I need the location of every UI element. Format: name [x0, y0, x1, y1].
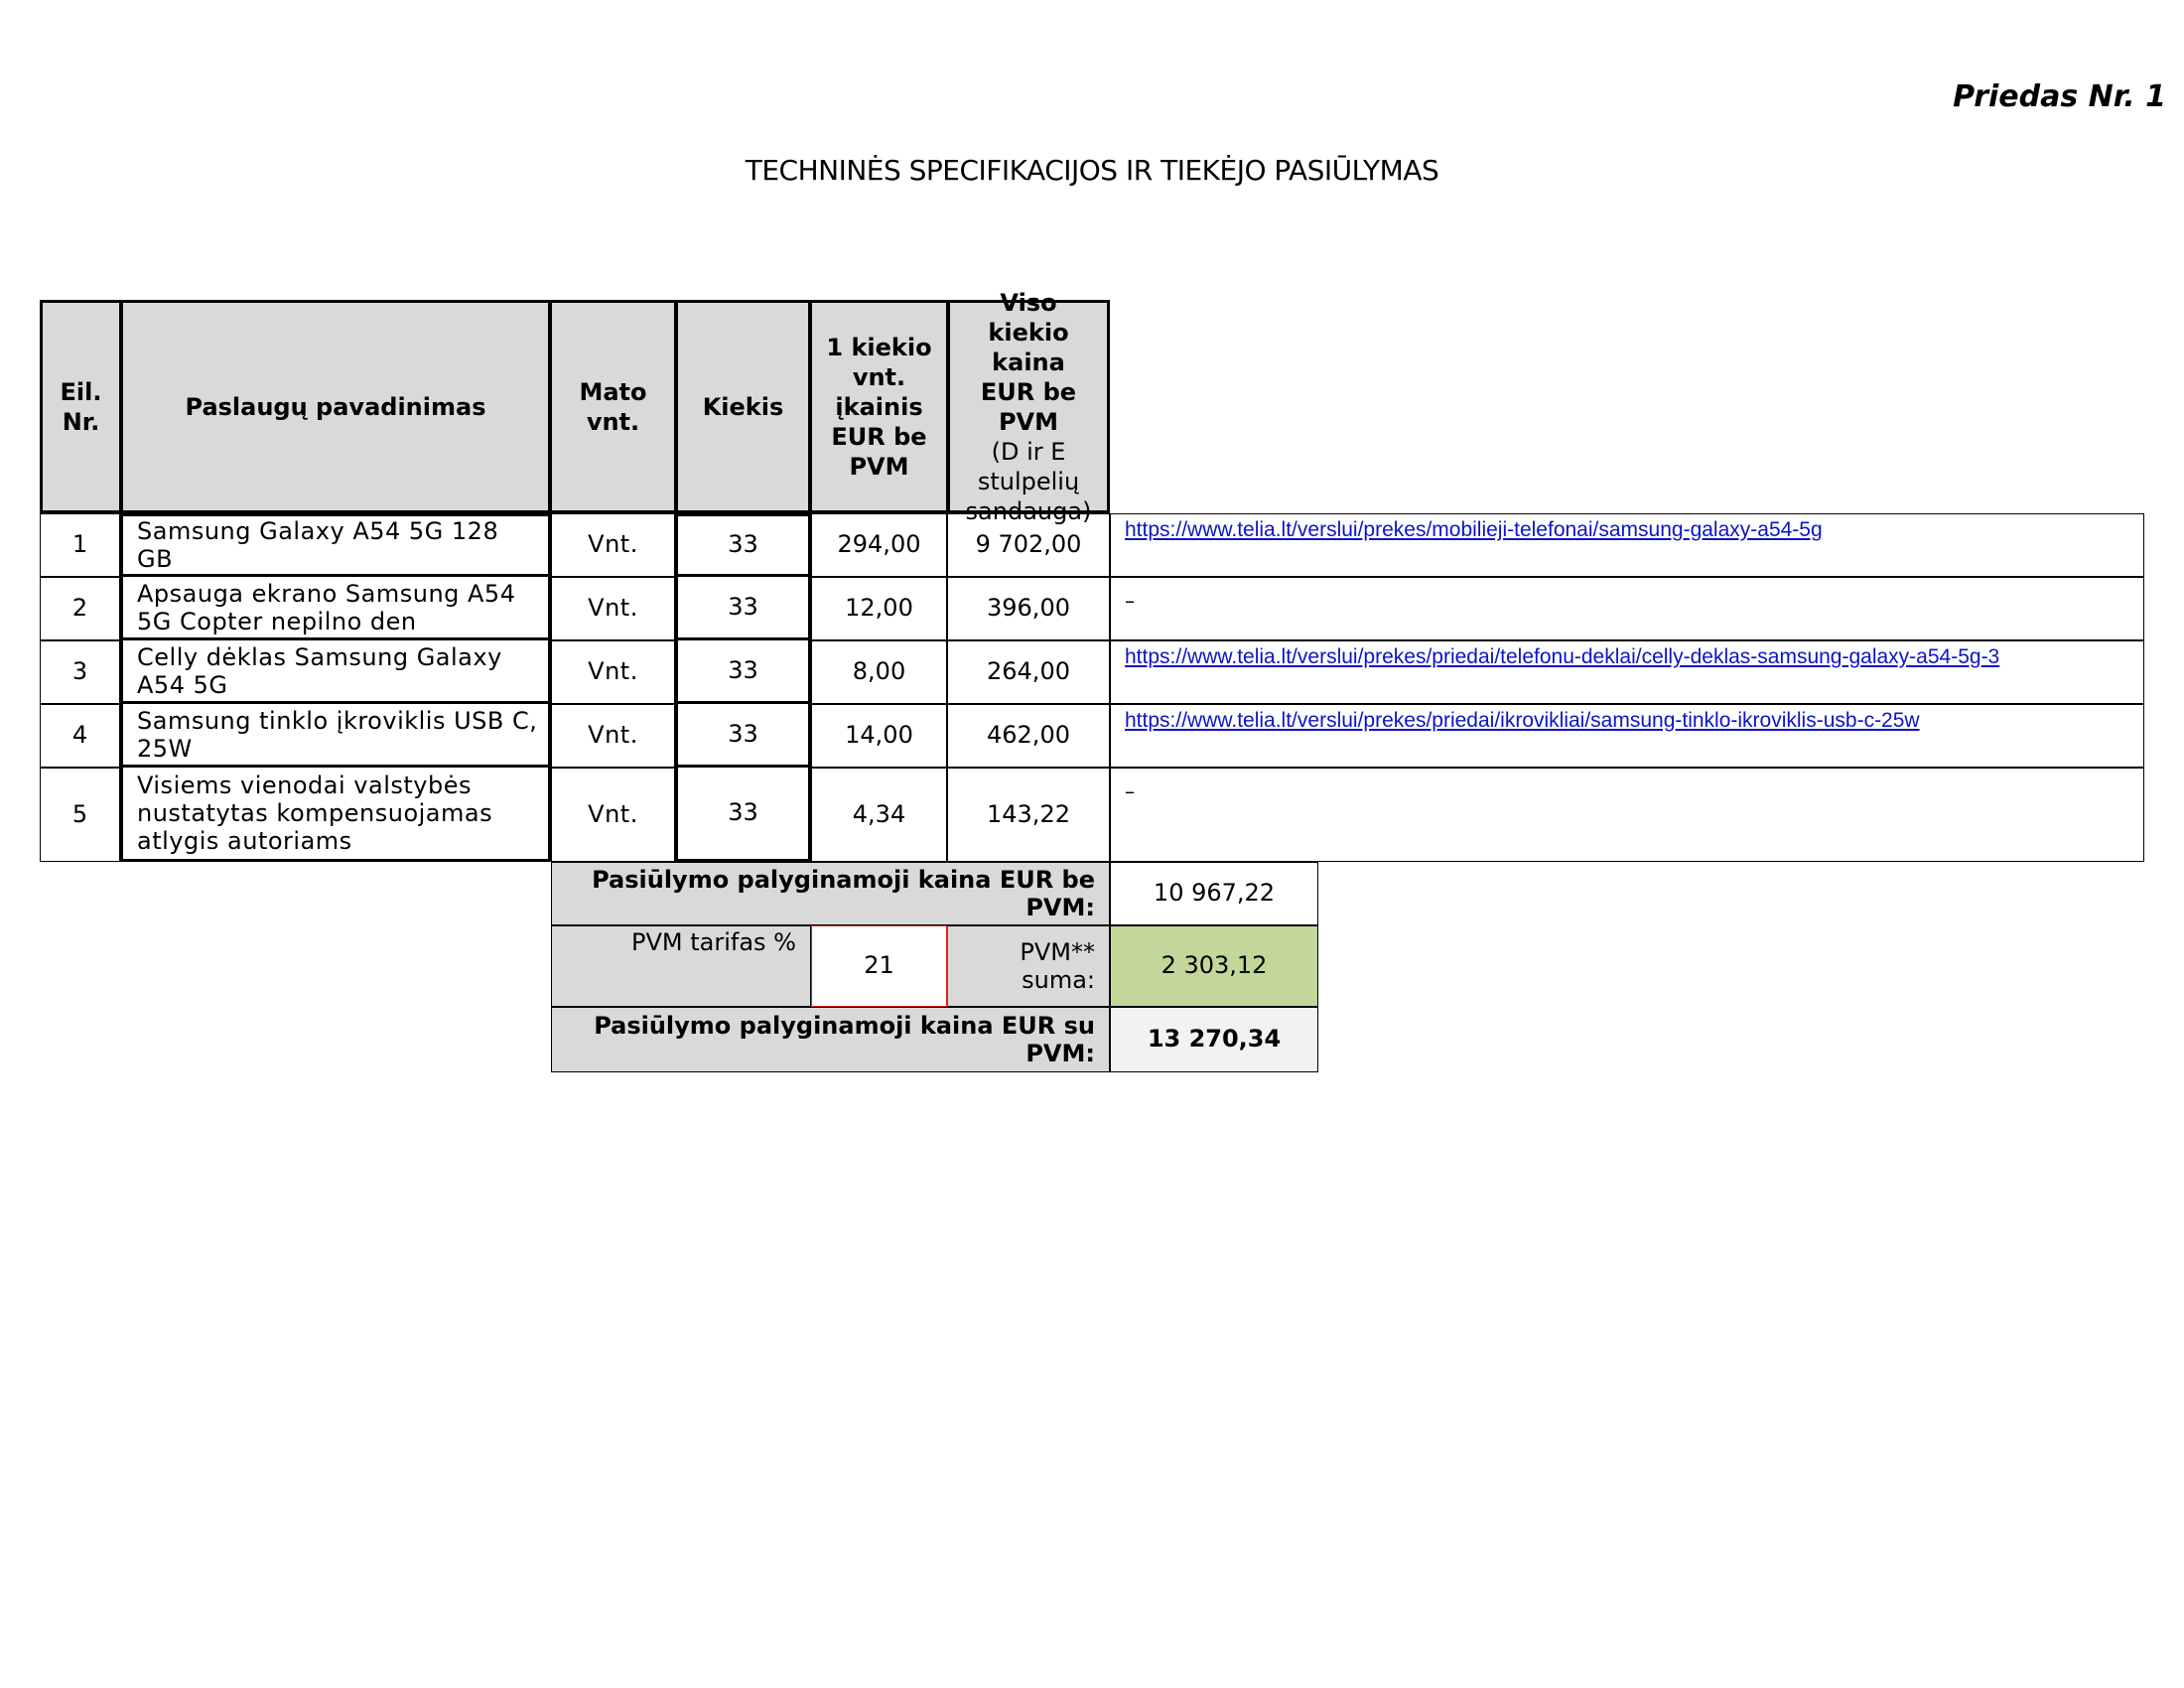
product-link[interactable]: https://www.telia.lt/verslui/prekes/mobilieji-telefonai/samsung-galaxy-a54-5g [1125, 518, 1823, 541]
vat-rate-value-cell [811, 925, 947, 1007]
header-quantity-label: Kiekis [702, 392, 784, 421]
table-cell-product-link [1110, 768, 2144, 862]
table-cell-unit-price [811, 513, 947, 577]
quantity-text: 33 [728, 530, 758, 559]
table-cell-quantity [675, 513, 811, 577]
table-cell-unit [551, 577, 675, 640]
service-name-text: Samsung tinklo įkroviklis USB C, 25W [137, 706, 538, 763]
table-cell-row-number [40, 577, 120, 640]
total-price-text: 462,00 [987, 721, 1070, 750]
row-number-text: 1 [71, 530, 88, 559]
vat-sum-label-cell [947, 925, 1110, 1007]
unit-text: Vnt. [588, 530, 638, 559]
header-unit [551, 300, 675, 513]
unit-text: Vnt. [588, 799, 638, 828]
quantity-text: 33 [728, 592, 758, 621]
unit-price-text: 12,00 [845, 594, 913, 623]
row-number-text: 5 [71, 799, 88, 828]
product-link-text: – [1125, 589, 1135, 613]
header-row-no-label: Eil. Nr. [60, 377, 102, 436]
table-cell-unit-price [811, 704, 947, 768]
total-price-text: 264,00 [987, 657, 1070, 686]
header-service-name-label: Paslaugų pavadinimas [185, 392, 486, 421]
product-link[interactable]: https://www.telia.lt/verslui/prekes/priedai/ikrovikliai/samsung-tinklo-ikroviklis-usb-c-25w [1125, 709, 1920, 732]
table-cell-unit [551, 513, 675, 577]
table-cell-quantity [675, 577, 811, 640]
header-unit-price-label: 1 kiekio vnt. įkainis EUR be PVM [826, 333, 932, 481]
header-total-note: (D ir E stulpelių sandauga) [965, 437, 1092, 525]
table-cell-product-link [1110, 513, 2144, 577]
net-total-label: Pasiūlymo palyginamoji kaina EUR be PVM: [592, 866, 1095, 921]
table-cell-service-name [120, 768, 551, 862]
unit-text: Vnt. [588, 594, 638, 623]
table-cell-quantity [675, 768, 811, 862]
table-cell-unit [551, 640, 675, 704]
service-name-text: Visiems vienodai valstybės nustatytas kompensuojamas atlygis autoriams [137, 772, 493, 855]
row-number-text: 4 [71, 721, 88, 750]
total-price-text: 9 702,00 [975, 530, 1082, 559]
quantity-text: 33 [728, 719, 758, 748]
net-total-value: 10 967,22 [1153, 879, 1276, 908]
table-cell-quantity [675, 640, 811, 704]
vat-sum-value-cell [1110, 925, 1318, 1007]
quantity-text: 33 [728, 798, 758, 827]
product-link-text: – [1125, 779, 1135, 803]
table-cell-total-price [947, 768, 1110, 862]
table-cell-unit-price [811, 768, 947, 862]
gross-total-value: 13 270,34 [1147, 1025, 1282, 1054]
vat-rate-label-cell [551, 925, 811, 1007]
table-cell-total-price [947, 513, 1110, 577]
service-name-text: Celly dėklas Samsung Galaxy A54 5G [137, 642, 502, 699]
vat-sum-value: 2 303,12 [1160, 951, 1268, 980]
gross-total-value-cell [1110, 1007, 1318, 1072]
unit-text: Vnt. [588, 721, 638, 750]
gross-total-label: Pasiūlymo palyginamoji kaina EUR su PVM: [594, 1012, 1095, 1067]
table-cell-service-name [120, 513, 551, 577]
gross-total-label-cell [551, 1007, 1110, 1072]
header-row-no [40, 300, 120, 513]
unit-text: Vnt. [588, 657, 638, 686]
row-number-text: 3 [71, 657, 88, 686]
row-number-text: 2 [71, 594, 88, 623]
product-link[interactable]: https://www.telia.lt/verslui/prekes/priedai/telefonu-deklai/celly-deklas-samsung-galaxy-a54-5g-3 [1125, 645, 2000, 668]
table-cell-total-price [947, 704, 1110, 768]
table-cell-service-name [120, 640, 551, 704]
table-cell-service-name [120, 577, 551, 640]
header-total-label: Viso kiekio kaina EUR be PVM [980, 288, 1077, 436]
vat-sum-label: PVM** suma: [1020, 938, 1095, 994]
unit-price-text: 8,00 [852, 657, 906, 686]
total-price-text: 396,00 [987, 594, 1070, 623]
vat-rate-value: 21 [864, 951, 894, 980]
table-cell-row-number [40, 513, 120, 577]
table-cell-product-link [1110, 704, 2144, 768]
table-cell-product-link [1110, 640, 2144, 704]
table-cell-product-link [1110, 577, 2144, 640]
table-cell-quantity [675, 704, 811, 768]
total-price-text: 143,22 [987, 799, 1070, 828]
unit-price-text: 14,00 [845, 721, 913, 750]
table-cell-total-price [947, 577, 1110, 640]
header-service-name [120, 300, 551, 513]
document-title: TECHNINĖS SPECIFIKACIJOS IR TIEKĖJO PASIŪLYMAS [745, 154, 1439, 187]
net-total-value-cell [1110, 862, 1318, 925]
service-name-text: Apsauga ekrano Samsung A54 5G Copter nepilno den [137, 579, 516, 635]
table-cell-unit [551, 704, 675, 768]
table-cell-total-price [947, 640, 1110, 704]
net-total-label-cell [551, 862, 1110, 925]
unit-price-text: 294,00 [837, 530, 921, 559]
table-cell-row-number [40, 768, 120, 862]
table-cell-unit [551, 768, 675, 862]
service-name-text: Samsung Galaxy A54 5G 128 GB [137, 517, 499, 573]
unit-price-text: 4,34 [852, 799, 906, 828]
table-cell-row-number [40, 640, 120, 704]
table-cell-unit-price [811, 640, 947, 704]
table-cell-service-name [120, 704, 551, 768]
header-unit-price [811, 300, 947, 513]
table-cell-row-number [40, 704, 120, 768]
annex-label: Priedas Nr. 1 [1953, 79, 2166, 114]
vat-rate-label: PVM tarifas % [631, 928, 796, 956]
header-unit-label: Mato vnt. [579, 377, 647, 436]
header-total [947, 288, 1110, 525]
header-quantity [675, 300, 811, 513]
table-cell-unit-price [811, 577, 947, 640]
quantity-text: 33 [728, 655, 758, 684]
